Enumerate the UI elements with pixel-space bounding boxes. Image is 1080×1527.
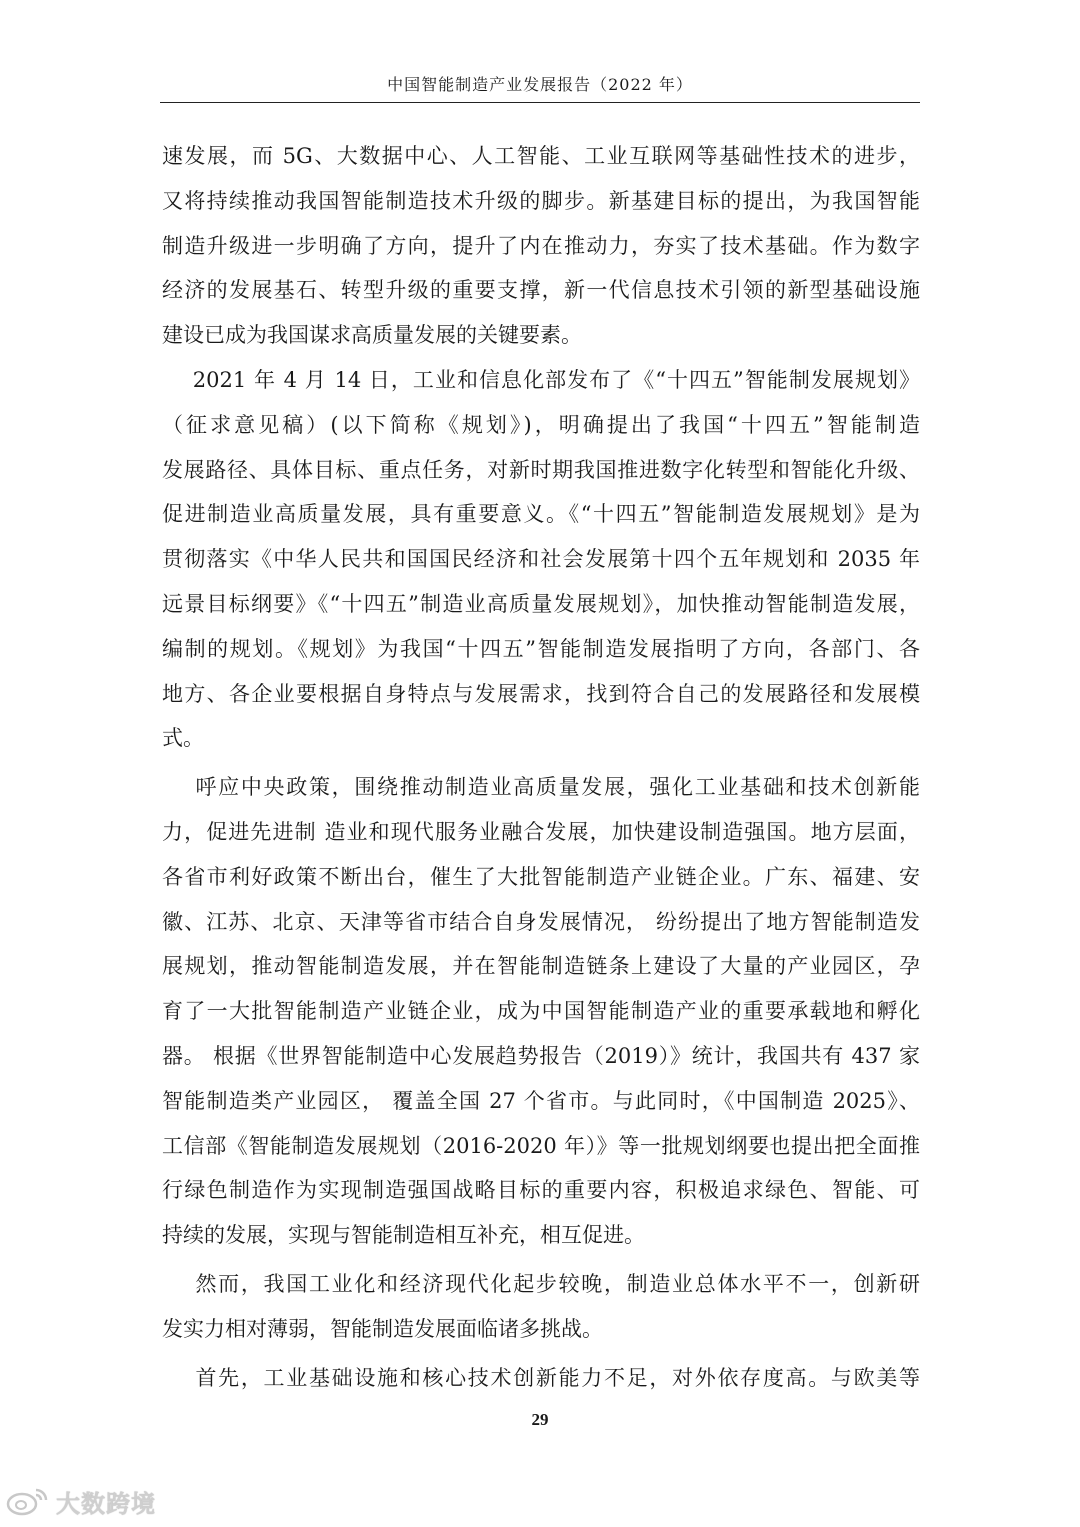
paragraph — [162, 358, 920, 761]
text-line: 远景目标纲要》《“十四五”制造业高质量发展规划》，加快推动智能制造发展， — [162, 591, 920, 616]
weibo-logo-icon — [6, 1486, 50, 1516]
text-line: 然而，我国工业化和经济现代化起步较晚，制造业总体水平不一，创新研 — [162, 1271, 920, 1296]
text-line: 器。 根据《世界智能制造中心发展趋势报告（2019）》统计，我国共有 437 家 — [162, 1043, 920, 1068]
text-line: 地方、各企业要根据自身特点与发展需求，找到符合自己的发展路径和发展模 — [162, 681, 920, 706]
text-line: 首先，工业基础设施和核心技术创新能力不足，对外依存度高。与欧美等 — [162, 1365, 920, 1390]
running-header — [160, 70, 920, 103]
watermark-text: 大数跨境 — [56, 1489, 156, 1518]
watermark — [6, 1484, 156, 1518]
paragraph — [162, 1262, 920, 1352]
paragraph — [162, 134, 920, 358]
text-line: 促进制造业高质量发展，具有重要意义。《“十四五”智能制造发展规划》是为 — [162, 502, 920, 527]
running-header-title: 中国智能制造产业发展报告（2022 年） — [387, 75, 693, 94]
text-line: 制造升级进一步明确了方向，提升了内在推动力，夯实了技术基础。作为数字 — [162, 233, 920, 258]
text-line: 各省市利好政策不断出台，催生了大批智能制造产业链企业。广东、福建、安 — [162, 864, 920, 889]
text-line: 又将持续推动我国智能制造技术升级的脚步。新基建目标的提出，为我国智能 — [162, 188, 920, 213]
text-line: 2021 年 4 月 14 日，工业和信息化部发布了《“十四五”智能制发展规划》 — [162, 367, 920, 392]
paragraph — [162, 1356, 920, 1401]
text-line: 育了一大批智能制造产业链企业，成为中国智能制造产业的重要承载地和孵化 — [162, 999, 920, 1024]
body-text — [162, 134, 920, 1400]
text-line: 编制的规划。《规划》为我国“十四五”智能制造发展指明了方向，各部门、各 — [162, 636, 920, 661]
paragraph — [162, 765, 920, 1258]
text-line: （征求意见稿）(以下简称《规划》)，明确提出了我国“十四五”智能制造 — [162, 412, 920, 437]
text-line: 建设已成为我国谋求高质量发展的关键要素。 — [162, 323, 582, 348]
text-line: 行绿色制造作为实现制造强国战略目标的重要内容，积极追求绿色、智能、可 — [162, 1178, 920, 1203]
text-line: 智能制造类产业园区， 覆盖全国 27 个省市。与此同时，《中国制造 2025》、 — [162, 1088, 920, 1113]
text-line: 持续的发展，实现与智能制造相互补充，相互促进。 — [162, 1223, 645, 1248]
text-line: 速发展，而 5G、大数据中心、人工智能、工业互联网等基础性技术的进步， — [162, 144, 920, 168]
text-line: 呼应中央政策，围绕推动制造业高质量发展，强化工业基础和技术创新能 — [162, 775, 920, 800]
text-line: 式。 — [162, 726, 204, 751]
text-line: 展规划，推动智能制造发展，并在智能制造链条上建设了大量的产业园区，孕 — [162, 954, 920, 979]
text-line: 贯彻落实《中华人民共和国国民经济和社会发展第十四个五年规划和 2035 年 — [162, 547, 920, 572]
text-line: 发展路径、具体目标、重点任务，对新时期我国推进数字化转型和智能化升级、 — [162, 457, 920, 482]
text-line: 发实力相对薄弱，智能制造发展面临诸多挑战。 — [162, 1316, 603, 1341]
text-line: 工信部《智能制造发展规划（2016-2020 年）》等一批规划纲要也提出把全面推 — [162, 1133, 920, 1158]
text-line: 力，促进先进制 造业和现代服务业融合发展，加快建设制造强国。地方层面， — [162, 819, 920, 844]
text-line: 经济的发展基石、转型升级的重要支撑，新一代信息技术引领的新型基础设施 — [162, 278, 920, 303]
page-number: 29 — [531, 1410, 549, 1429]
text-line: 徽、江苏、北京、天津等省市结合自身发展情况， 纷纷提出了地方智能制造发 — [162, 909, 920, 934]
